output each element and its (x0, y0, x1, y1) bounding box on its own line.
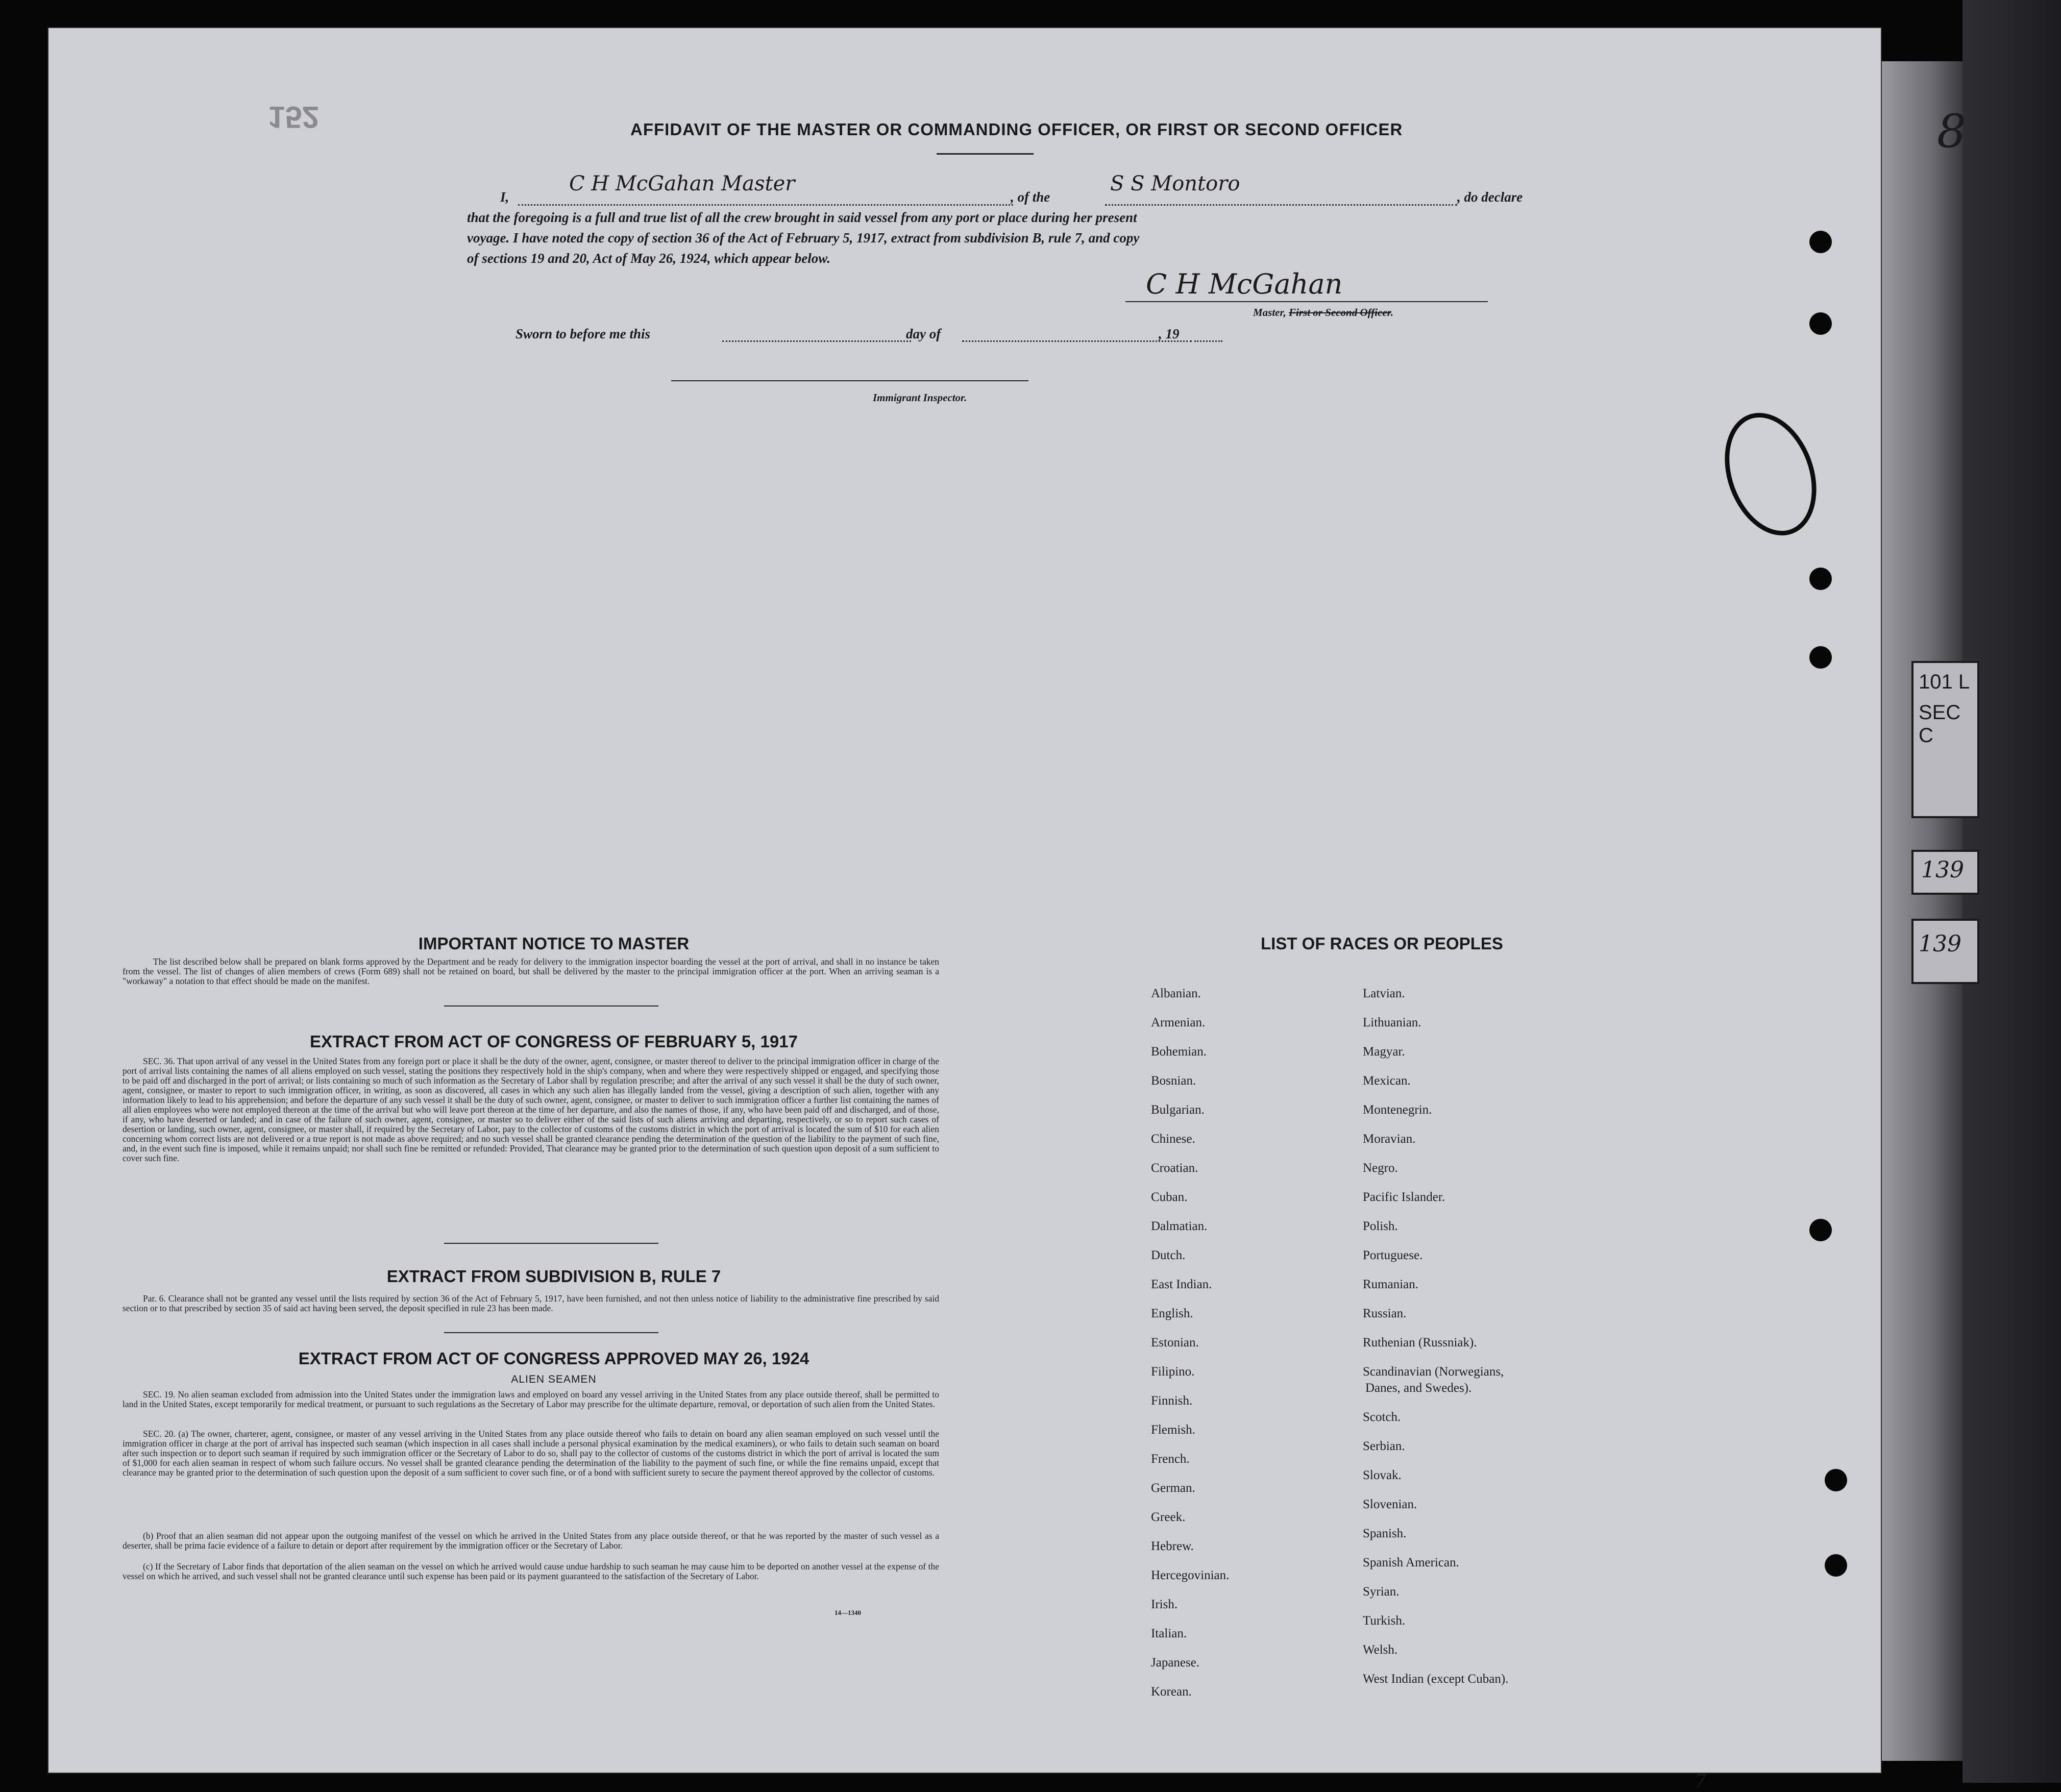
of-the-label: , of the (1011, 189, 1050, 205)
caption-struck-officer: First or Second Officer (1289, 306, 1391, 318)
punch-hole (1825, 1554, 1847, 1577)
race-item: Greek. (1151, 1510, 1186, 1524)
race-item: Mexican. (1363, 1074, 1411, 1088)
affidavit-line-3: voyage. I have noted the copy of section 36 of the Act of February 5, 1917, extract from subdivision B, rule 7, and copy (467, 230, 1140, 246)
affidavit-line-4: of sections 19 and 20, Act of May 26, 1924, which appear below. (467, 251, 830, 266)
vessel-name-handwriting: S S Montoro (1110, 172, 1240, 195)
race-item: Armenian. (1151, 1016, 1206, 1029)
race-item: Japanese. (1151, 1656, 1200, 1670)
race-item: Bosnian. (1151, 1074, 1196, 1088)
tab-number-2: 139 (1919, 931, 1961, 957)
race-item: Polish. (1363, 1219, 1398, 1233)
officer-name-handwriting: C H McGahan Master (569, 172, 795, 195)
race-item: Spanish American. (1363, 1556, 1459, 1569)
margin-tab-number-1 (1911, 850, 1979, 895)
races-title: LIST OF RACES OR PEOPLES (1261, 934, 1503, 953)
race-item: Rumanian. (1363, 1278, 1419, 1291)
day-of-label: day of (906, 326, 941, 341)
punch-hole (1809, 568, 1832, 590)
circled-mark (1709, 400, 1833, 549)
inspector-signature-line (671, 380, 1028, 381)
race-item: Chinese. (1151, 1132, 1195, 1146)
bottom-mark: 7 (1695, 1771, 1706, 1792)
race-item: Hebrew. (1151, 1539, 1194, 1553)
heading-underline (937, 153, 1034, 155)
race-item: Italian. (1151, 1627, 1187, 1640)
tab-upper-line-2: SEC C (1919, 701, 1961, 747)
race-item: Filipino. (1151, 1365, 1195, 1379)
margin-tab-upper (1911, 661, 1979, 818)
notice-text: The list described below shall be prepared on blank forms approved by the Department and be ready for delivery to the immigration inspector boarding the vessel at the port of arrival, and shall in no instance be taken from the vessel. The list of changes of alien members of crews (Form 689) shall not be retained on board, but shall be delivered by the master to the principal immigration officer at the port. When an arriving seaman is a "workaway" a notation to that effect should be made on the manifest. (122, 956, 939, 986)
race-item: German. (1151, 1481, 1195, 1495)
extract-1924-sec20c: (c) If the Secretary of Labor finds that deportation of the alien seaman on the vessel on which he arrived would cause undue hardship to such seaman he may cause him to be deported on another vessel at the expense of the vessel on which he arrived, and such vessel shall not be granted clearance until such expense has been paid or its payment guaranteed to the satisfaction of the Secretary of Labor. (122, 1561, 939, 1581)
race-item: Dalmatian. (1151, 1219, 1208, 1233)
race-item: Danes, and Swedes). (1365, 1381, 1472, 1395)
tab-upper-line-1: 101 L (1919, 671, 1970, 693)
punch-hole (1809, 312, 1832, 335)
race-item: Estonian. (1151, 1336, 1199, 1349)
form-number: 14—1340 (835, 1609, 861, 1616)
caption-master: Master, (1253, 306, 1289, 318)
margin-tab-number-2 (1911, 919, 1979, 984)
extract-1924-sec20a: SEC. 20. (a) The owner, charterer, agent, consignee, or master of any vessel arriving in the United States from any place outside thereof who fails to detain on board any alien seaman employed on such vessel until the immigration officer in charge at the port of arrival has inspected such seaman (which inspection in all cases shall include a personal physical examination by the medical examiners), or who fails to detain such seaman on board after such inspection or to deport such seaman if required by such immigration officer or the Secretary of Labor to do so, shall pay to the collector of customs of the customs district in which the port of arrival is located the sum of $1,000 for each alien seaman in respect of whom such failure occurs. No vessel shall be granted clearance pending the determination of the liability to the payment of such fine, or while the fine remains unpaid, except that clearance may be granted prior to the determination of such question upon the deposit of a sum sufficient to cover such fine, or of a bond with sufficient surety to secure the payment thereof approved by the collector of customs. (122, 1429, 939, 1478)
extract-1924-title: EXTRACT FROM ACT OF CONGRESS APPROVED MAY 26, 1924 (298, 1349, 809, 1368)
notice-divider (444, 1005, 658, 1007)
race-item: Pacific Islander. (1363, 1190, 1445, 1204)
race-item: Slovak. (1363, 1468, 1402, 1482)
race-item: Bohemian. (1151, 1045, 1207, 1059)
do-declare-label: , do declare (1457, 189, 1523, 205)
notice-title: IMPORTANT NOTICE TO MASTER (418, 934, 690, 953)
race-item: Slovenian. (1363, 1498, 1417, 1511)
alien-seamen-subtitle: ALIEN SEAMEN (511, 1373, 597, 1385)
race-item: Moravian. (1363, 1132, 1416, 1146)
tab-number-1: 139 (1921, 857, 1964, 883)
race-item: Serbian. (1363, 1439, 1405, 1453)
race-item: Scotch. (1363, 1410, 1401, 1424)
punch-hole (1809, 646, 1832, 669)
race-item: Ruthenian (Russniak). (1363, 1336, 1477, 1349)
extract-1917-text: SEC. 36. That upon arrival of any vessel in the United States from any foreign port or place it shall be the duty of the owner, agent, consignee, or master thereof to deliver to the principal immigration officer in charge of the port of arrival lists containing the names of all aliens employed on such vessel, stating the positions they respectively hold in the ship's company, when and where they were respectively shipped or engaged, and specifying those to be paid off and discharged in the port of arrival; or lists containing so much of such information as the Secretary of Labor shall by regulation prescribe; and after the arrival of any such vessel it shall be the duty of such owner, agent, consignee, or master to report to such immigration officer, in writing, as soon as discovered, all cases in which any such alien has illegally landed from the vessel, giving a description of such alien, together with any information likely to lead to his apprehension; and before the departure of any such vessel it shall be the duty of such owner, agent, consignee, or master to deliver to such immigration officer a further list containing the names of all alien employees who were not employed thereon at the time of the arrival but who will leave port thereon at the time of her departure, and also the names of those, if any, who have been paid off and discharged, and of those, if any, who have deserted or landed; and in case of the failure of such owner, agent, consignee, or master so to deliver either of the said lists of such aliens arriving and departing, respectively, or so to report such cases of desertion or landing, such owner, agent, consignee, or master shall, if required by the Secretary of Labor, pay to the collector of customs of the customs district in which the port of arrival is located the sum of $10 for each alien concerning whom correct lists are not delivered or a true report is not made as above required; and no such vessel shall be granted clearance pending the determination of the question of the liability to the payment of such fine, and, in the event such fine is imposed, while it remains unpaid; nor shall such fine be remitted or refunded: Provided, That clearance may be granted prior to the determination of such question upon deposit of a sum sufficient to cover such fine. (122, 1056, 939, 1163)
race-item: Irish. (1151, 1598, 1178, 1611)
page-edge-strip (1881, 61, 1962, 1761)
officer-name-line (518, 204, 1013, 206)
race-item: Montenegrin. (1363, 1103, 1432, 1117)
inspector-caption: Immigrant Inspector. (873, 391, 967, 404)
affidavit-heading: AFFIDAVIT OF THE MASTER OR COMMANDING OFFICER, OR FIRST OR SECOND OFFICER (630, 120, 1403, 139)
sworn-month-line (962, 340, 1192, 342)
race-item: Hercegovinian. (1151, 1568, 1230, 1582)
extract-1924-sec19: SEC. 19. No alien seaman excluded from admission into the United States under the immigration laws and employed on board any vessel arriving in the United States from any place outside thereof, shall be permitted to land in the United States, except temporarily for medical treatment, or pursuant to such regulations as the Secretary of Labor may prescribe for the ultimate departure, removal, or deportation of such alien from the United States. (122, 1389, 939, 1409)
race-item: Turkish. (1363, 1614, 1406, 1628)
race-item: Bulgarian. (1151, 1103, 1205, 1117)
race-item: English. (1151, 1307, 1193, 1320)
punch-hole (1825, 1469, 1847, 1491)
extract-1917-divider (444, 1243, 658, 1244)
caption-period: . (1390, 306, 1393, 318)
master-signature: C H McGahan (1146, 268, 1343, 300)
extract-1924-sec20b: (b) Proof that an alien seaman did not appear upon the outgoing manifest of the vessel on which he arrived in the United States from any place outside thereof, or that he was reported by the master of such vessel as a deserter, shall be prima facie evidence of a failure to detain or deport after requirement by the immigration officer or the Secretary of Labor. (122, 1531, 939, 1551)
race-item: East Indian. (1151, 1278, 1212, 1291)
faded-page-number: 152 (268, 100, 320, 134)
race-item: Russian. (1363, 1307, 1407, 1320)
extract-rule7-title: EXTRACT FROM SUBDIVISION B, RULE 7 (386, 1267, 721, 1286)
race-item: Albanian. (1151, 987, 1201, 1000)
sworn-year-line (1194, 340, 1222, 342)
corner-handwritten-number: 8 (1937, 105, 1967, 158)
race-item: Welsh. (1363, 1643, 1398, 1657)
race-item: Cuban. (1151, 1190, 1188, 1204)
vessel-name-line (1105, 204, 1457, 206)
race-item: Finnish. (1151, 1394, 1193, 1408)
signature-line (1125, 301, 1488, 302)
race-item: Latvian. (1363, 987, 1405, 1000)
punch-hole (1809, 231, 1832, 253)
sworn-day-line (722, 340, 911, 342)
race-item: West Indian (except Cuban). (1363, 1672, 1509, 1686)
race-item: Magyar. (1363, 1045, 1405, 1059)
race-item: Flemish. (1151, 1423, 1195, 1437)
race-item: Croatian. (1151, 1161, 1198, 1175)
sworn-label: Sworn to before me this (516, 326, 651, 341)
race-item: French. (1151, 1452, 1190, 1466)
extract-rule7-divider (444, 1332, 658, 1333)
year-label: , 19 (1159, 326, 1180, 341)
race-item: Spanish. (1363, 1527, 1407, 1540)
race-item: Syrian. (1363, 1585, 1400, 1599)
race-item: Negro. (1363, 1161, 1398, 1175)
punch-hole (1809, 1219, 1832, 1241)
race-item: Dutch. (1151, 1248, 1186, 1262)
extract-rule7-text: Par. 6. Clearance shall not be granted any vessel until the lists required by section 36 of the Act of February 5, 1917, have been furnished, and not then unless notice of liability to the administrative fine prescribed by said section or to that prescribed by section 35 of said act having been served, the deposit specified in rule 23 has been made. (122, 1293, 939, 1313)
signature-caption (1253, 306, 1393, 319)
race-item: Scandinavian (Norwegians, (1363, 1365, 1504, 1379)
affidavit-i-label: I, (500, 189, 509, 205)
race-item: Lithuanian. (1363, 1016, 1421, 1029)
race-item: Portuguese. (1363, 1248, 1423, 1262)
race-item: Korean. (1151, 1685, 1192, 1699)
extract-1917-title: EXTRACT FROM ACT OF CONGRESS OF FEBRUARY 5, 1917 (310, 1032, 798, 1051)
affidavit-line-2: that the foregoing is a full and true list of all the crew brought in said vessel from any port or place during her present (467, 210, 1137, 225)
